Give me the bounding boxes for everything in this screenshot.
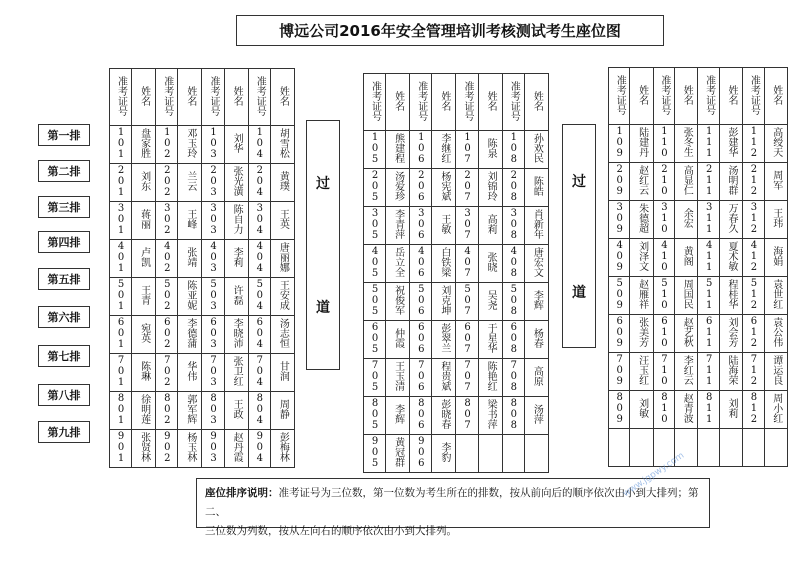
exam-id-cell: 605 [364,321,386,359]
aisle-char: 道 [572,284,586,301]
exam-id-cell: 512 [743,277,764,315]
exam-id-cell: 801 [110,392,132,430]
exam-id-cell: 503 [202,278,224,316]
exam-id-cell: 807 [456,397,478,435]
exam-id-cell: 511 [698,277,719,315]
exam-id-cell: 412 [743,239,764,277]
header-exam-id: 准考证号 [456,74,478,131]
exam-id-cell: 401 [110,240,132,278]
student-name-cell: 黄阁 [675,239,698,277]
header-name: 姓名 [386,74,410,131]
student-name-cell: 刘会芳 [719,315,742,353]
exam-id-cell: 309 [609,201,630,239]
header-exam-id: 准考证号 [202,69,224,126]
exam-id-cell: 502 [156,278,178,316]
exam-id-cell: 710 [653,353,674,391]
header-name: 姓名 [478,74,502,131]
student-name-cell: 海娟 [764,239,787,277]
seat-row [364,283,549,321]
exam-id-cell: 207 [456,169,478,207]
seat-row [364,207,549,245]
exam-id-cell: 610 [653,315,674,353]
student-name-cell: 白铁梁 [432,245,456,283]
student-name-cell [719,429,742,467]
student-name-cell: 彭晓春 [432,397,456,435]
exam-id-cell: 407 [456,245,478,283]
exam-id-cell: 111 [698,125,719,163]
exam-id-cell: 202 [156,164,178,202]
exam-id-cell: 608 [502,321,524,359]
exam-id-cell: 510 [653,277,674,315]
student-name-cell: 徐明莲 [132,392,156,430]
student-name-cell: 陈泉 [478,131,502,169]
seat-row [609,239,788,277]
exam-id-cell: 310 [653,201,674,239]
exam-id-cell: 904 [248,430,270,468]
header-name: 姓名 [132,69,156,126]
student-name-cell: 李辉 [386,397,410,435]
student-name-cell: 张晓 [478,245,502,283]
exam-id-cell: 107 [456,131,478,169]
student-name-cell: 刘锦玲 [478,169,502,207]
student-name-cell: 陈艳红 [478,359,502,397]
header-name: 姓名 [630,68,653,125]
student-name-cell: 宛英 [132,316,156,354]
seat-row [609,201,788,239]
student-name-cell: 黄璞 [270,164,294,202]
seat-row [364,169,549,207]
exam-id-cell: 302 [156,202,178,240]
page-title: 博远公司2016年安全管理培训考核测试考生座位图 [236,15,664,46]
exam-id-cell: 808 [502,397,524,435]
header-name: 姓名 [764,68,787,125]
exam-id-cell: 305 [364,207,386,245]
student-name-cell: 王敏 [432,207,456,245]
student-name-cell: 刘泽文 [630,239,653,277]
watermark: www.jgpwy.com [621,450,687,500]
exam-id-cell: 306 [410,207,432,245]
student-name-cell: 张贤林 [132,430,156,468]
header-exam-id: 准考证号 [743,68,764,125]
student-name-cell: 袁公伟 [764,315,787,353]
exam-id-cell: 811 [698,391,719,429]
student-name-cell [630,429,653,467]
exam-id-cell: 411 [698,239,719,277]
header-name: 姓名 [178,69,202,126]
exam-id-cell: 104 [248,126,270,164]
student-name-cell: 汪玉红 [630,353,653,391]
note-label: 座位排序说明： [205,487,279,499]
exam-id-cell: 706 [410,359,432,397]
student-name-cell [478,435,502,473]
student-name-cell: 李继红 [432,131,456,169]
exam-id-cell [698,429,719,467]
row-label: 第七排 [38,345,90,367]
student-name-cell: 陈皓 [524,169,548,207]
exam-id-cell: 112 [743,125,764,163]
aisle-char: 道 [316,300,330,316]
student-name-cell [764,429,787,467]
exam-id-cell: 211 [698,163,719,201]
student-name-cell: 袁世红 [764,277,787,315]
student-name-cell: 李莉 [224,240,248,278]
student-name-cell: 张美芳 [630,315,653,353]
seat-section-middle [363,73,549,473]
exam-id-cell: 604 [248,316,270,354]
header-name: 姓名 [432,74,456,131]
aisle-char: 过 [316,176,330,192]
exam-id-cell: 901 [110,430,132,468]
header-name: 姓名 [719,68,742,125]
exam-id-cell: 806 [410,397,432,435]
student-name-cell: 汤萍 [524,397,548,435]
student-name-cell: 盘家胜 [132,126,156,164]
seat-row [110,316,295,354]
seat-row [110,430,295,468]
student-name-cell: 许磊 [224,278,248,316]
exam-id-cell: 109 [609,125,630,163]
seat-row [364,321,549,359]
exam-id-cell: 708 [502,359,524,397]
student-name-cell: 余宏 [675,201,698,239]
exam-id-cell: 402 [156,240,178,278]
exam-id-cell: 303 [202,202,224,240]
aisle-right [562,124,596,348]
seat-row [609,391,788,429]
student-name-cell: 李红云 [675,353,698,391]
exam-id-cell: 301 [110,202,132,240]
student-name-cell: 熊建程 [386,131,410,169]
exam-id-cell: 212 [743,163,764,201]
seat-row [609,429,788,467]
student-name-cell: 梁书萍 [478,397,502,435]
exam-id-cell: 902 [156,430,178,468]
exam-id-cell: 501 [110,278,132,316]
exam-id-cell: 602 [156,316,178,354]
student-name-cell: 彭翠兰 [432,321,456,359]
header-exam-id: 准考证号 [502,74,524,131]
student-name-cell: 郭军辉 [178,392,202,430]
student-name-cell: 杨春 [524,321,548,359]
student-name-cell: 刘克坤 [432,283,456,321]
student-name-cell: 兰云 [178,164,202,202]
student-name-cell: 周军 [764,163,787,201]
student-name-cell: 吴尧 [478,283,502,321]
seat-row [364,435,549,473]
student-name-cell: 汤志恒 [270,316,294,354]
student-name-cell: 刘莉 [719,391,742,429]
exam-id-cell: 704 [248,354,270,392]
exam-id-cell: 504 [248,278,270,316]
student-name-cell: 王峰 [178,202,202,240]
student-name-cell: 高显仁 [675,163,698,201]
header-exam-id: 准考证号 [364,74,386,131]
exam-id-cell: 101 [110,126,132,164]
exam-id-cell: 607 [456,321,478,359]
header-exam-id: 准考证号 [248,69,270,126]
student-name-cell: 赵青波 [675,391,698,429]
seat-row [110,354,295,392]
exam-id-cell: 905 [364,435,386,473]
student-name-cell: 陆建丹 [630,125,653,163]
student-name-cell: 陈亚妮 [178,278,202,316]
seat-row [364,245,549,283]
exam-id-cell: 505 [364,283,386,321]
exam-id-cell [456,435,478,473]
student-name-cell: 邓玉玲 [178,126,202,164]
exam-id-cell: 409 [609,239,630,277]
exam-id-cell [743,429,764,467]
student-name-cell: 陈琳 [132,354,156,392]
student-name-cell: 王英 [270,202,294,240]
exam-id-cell: 408 [502,245,524,283]
student-name-cell: 陈自力 [224,202,248,240]
exam-id-cell: 304 [248,202,270,240]
student-name-cell: 祝俊军 [386,283,410,321]
row-label: 第三排 [38,196,90,218]
student-name-cell: 汤爱珍 [386,169,410,207]
exam-id-cell: 312 [743,201,764,239]
student-name-cell: 谭运良 [764,353,787,391]
student-name-cell: 于星华 [478,321,502,359]
aisle-char: 过 [572,173,586,190]
seat-row [364,359,549,397]
seat-row [110,126,295,164]
exam-id-cell: 403 [202,240,224,278]
exam-id-cell: 210 [653,163,674,201]
exam-id-cell: 506 [410,283,432,321]
seat-row [609,163,788,201]
header-name: 姓名 [224,69,248,126]
header-exam-id: 准考证号 [653,68,674,125]
student-name-cell: 蒋丽 [132,202,156,240]
student-name-cell [524,435,548,473]
seat-section-right [608,67,788,467]
student-name-cell: 高莉 [478,207,502,245]
exam-id-cell: 308 [502,207,524,245]
exam-id-cell: 110 [653,125,674,163]
seat-row [609,353,788,391]
row-label: 第八排 [38,384,90,406]
student-name-cell: 万春久 [719,201,742,239]
exam-id-cell: 209 [609,163,630,201]
student-name-cell: 李青萍 [386,207,410,245]
student-name-cell: 王青 [132,278,156,316]
student-name-cell: 朱德超 [630,201,653,239]
exam-id-cell: 804 [248,392,270,430]
seat-section-left [109,68,295,468]
header-name: 姓名 [270,69,294,126]
aisle-left [306,120,340,370]
student-name-cell: 赵艺秋 [675,315,698,353]
student-name-cell: 赵丹霞 [224,430,248,468]
student-name-cell: 赵红云 [630,163,653,201]
exam-id-cell [502,435,524,473]
exam-id-cell: 606 [410,321,432,359]
student-name-cell: 胡雪松 [270,126,294,164]
student-name-cell: 汤明群 [719,163,742,201]
exam-id-cell: 711 [698,353,719,391]
exam-id-cell: 803 [202,392,224,430]
student-name-cell: 王安成 [270,278,294,316]
header-exam-id: 准考证号 [698,68,719,125]
exam-id-cell: 809 [609,391,630,429]
student-name-cell: 张卫红 [224,354,248,392]
student-name-cell: 孙欢民 [524,131,548,169]
student-name-cell: 唐丽娜 [270,240,294,278]
row-label: 第五排 [38,268,90,290]
header-name: 姓名 [675,68,698,125]
student-name-cell: 周小红 [764,391,787,429]
exam-id-cell: 903 [202,430,224,468]
student-name-cell: 王玮 [764,201,787,239]
student-name-cell: 夏术敏 [719,239,742,277]
exam-id-cell: 410 [653,239,674,277]
exam-id-cell: 703 [202,354,224,392]
student-name-cell: 张靖 [178,240,202,278]
student-name-cell: 张冬生 [675,125,698,163]
exam-id-cell: 205 [364,169,386,207]
seat-row [110,278,295,316]
student-name-cell: 高原 [524,359,548,397]
student-name-cell: 王政 [224,392,248,430]
student-name-cell: 仲霞 [386,321,410,359]
seat-row [609,315,788,353]
exam-id-cell: 406 [410,245,432,283]
exam-id-cell: 906 [410,435,432,473]
exam-id-cell: 508 [502,283,524,321]
header-name: 姓名 [524,74,548,131]
student-name-cell: 彭梅林 [270,430,294,468]
student-name-cell: 程贵斌 [432,359,456,397]
exam-id-cell [609,429,630,467]
row-label: 第一排 [38,124,90,146]
row-label: 第二排 [38,160,90,182]
exam-id-cell: 603 [202,316,224,354]
student-name-cell: 肖新年 [524,207,548,245]
exam-id-cell: 208 [502,169,524,207]
row-label: 第六排 [38,306,90,328]
exam-id-cell: 103 [202,126,224,164]
student-name-cell: 黄冠群 [386,435,410,473]
exam-id-cell: 405 [364,245,386,283]
header-exam-id: 准考证号 [410,74,432,131]
exam-id-cell: 203 [202,164,224,202]
seat-row [609,277,788,315]
header-exam-id: 准考证号 [110,69,132,126]
student-name-cell: 岳立全 [386,245,410,283]
exam-id-cell: 404 [248,240,270,278]
exam-id-cell: 702 [156,354,178,392]
student-name-cell: 程桂华 [719,277,742,315]
student-name-cell: 李豹 [432,435,456,473]
student-name-cell: 张光潢 [224,164,248,202]
exam-id-cell: 612 [743,315,764,353]
exam-id-cell: 108 [502,131,524,169]
seat-row [609,125,788,163]
exam-id-cell: 611 [698,315,719,353]
exam-id-cell: 810 [653,391,674,429]
student-name-cell: 高绶天 [764,125,787,163]
seat-row [110,164,295,202]
seat-row [110,392,295,430]
student-name-cell: 刘华 [224,126,248,164]
exam-id-cell: 307 [456,207,478,245]
student-name-cell: 周国民 [675,277,698,315]
exam-id-cell: 812 [743,391,764,429]
exam-id-cell: 601 [110,316,132,354]
seat-row [110,202,295,240]
student-name-cell: 甘润 [270,354,294,392]
student-name-cell: 赵雁祥 [630,277,653,315]
exam-id-cell: 311 [698,201,719,239]
exam-id-cell: 509 [609,277,630,315]
student-name-cell: 李德蒲 [178,316,202,354]
student-name-cell: 卢凯 [132,240,156,278]
student-name-cell: 杨宪斌 [432,169,456,207]
student-name-cell: 彭建华 [719,125,742,163]
row-label: 第九排 [38,421,90,443]
exam-id-cell: 102 [156,126,178,164]
exam-id-cell: 609 [609,315,630,353]
exam-id-cell: 507 [456,283,478,321]
exam-id-cell: 802 [156,392,178,430]
header-exam-id: 准考证号 [156,69,178,126]
student-name-cell: 陆海荣 [719,353,742,391]
exam-id-cell: 712 [743,353,764,391]
header-exam-id: 准考证号 [609,68,630,125]
student-name-cell: 王玉清 [386,359,410,397]
student-name-cell: 刘敏 [630,391,653,429]
exam-id-cell: 204 [248,164,270,202]
seat-row [110,240,295,278]
exam-id-cell: 705 [364,359,386,397]
exam-id-cell: 106 [410,131,432,169]
student-name-cell: 唐宏文 [524,245,548,283]
student-name-cell: 李晓沛 [224,316,248,354]
student-name-cell: 杨玉林 [178,430,202,468]
note-line1: 准考证号为三位数，第一位数为考生所在的排数，按从前向后的顺序依次由小到大排列；第二、 [205,487,699,518]
student-name-cell: 周静 [270,392,294,430]
student-name-cell: 刘东 [132,164,156,202]
exam-id-cell: 701 [110,354,132,392]
exam-id-cell: 709 [609,353,630,391]
row-label: 第四排 [38,231,90,253]
note-line2: 三位数为列数，按从左向右的顺序依次由小到大排列。 [205,525,457,537]
student-name-cell: 李辉 [524,283,548,321]
exam-id-cell: 707 [456,359,478,397]
student-name-cell: 华伟 [178,354,202,392]
seat-row [364,131,549,169]
exam-id-cell: 105 [364,131,386,169]
exam-id-cell: 206 [410,169,432,207]
exam-id-cell: 201 [110,164,132,202]
exam-id-cell: 805 [364,397,386,435]
seat-row [364,397,549,435]
